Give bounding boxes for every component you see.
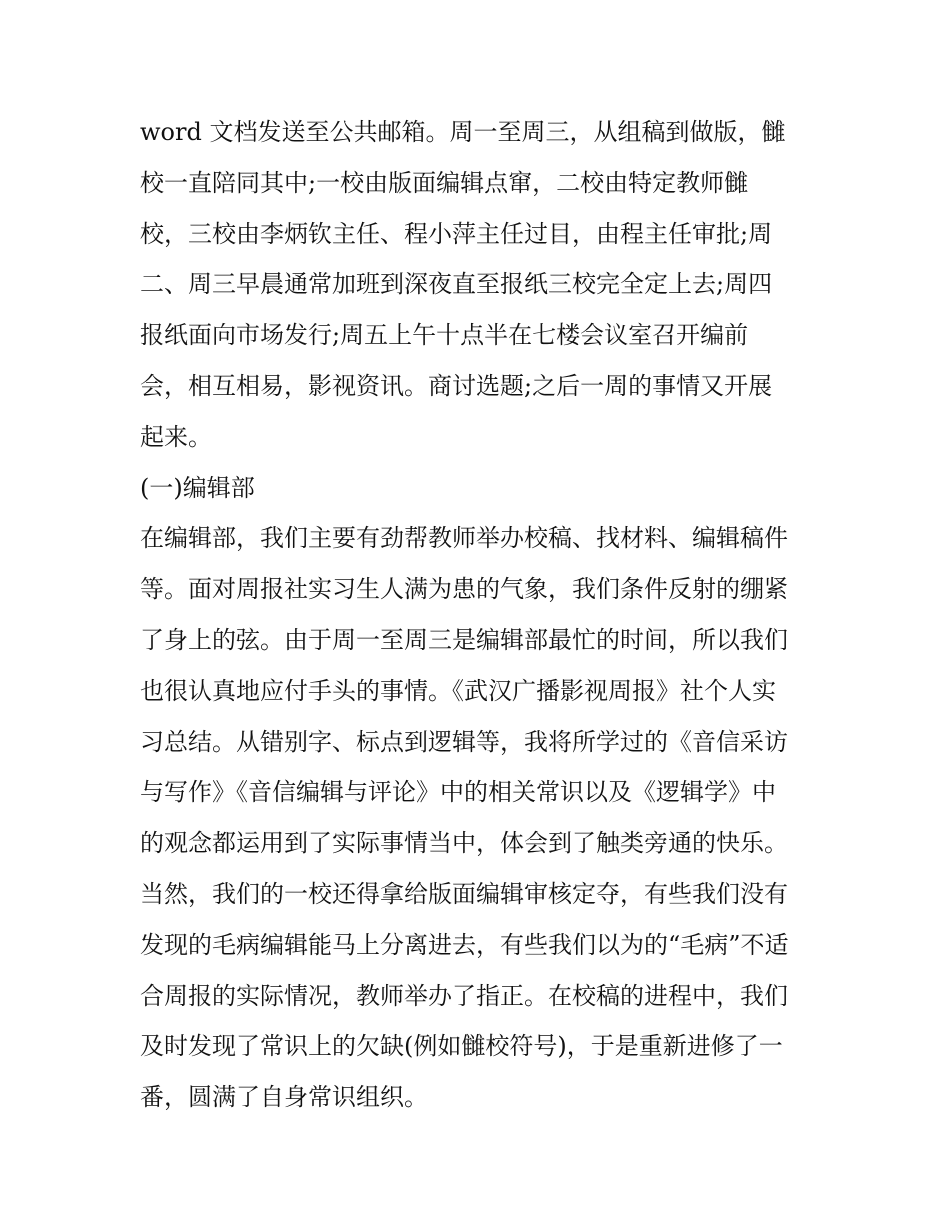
- text-line: 番，圆满了自身常识组织。: [140, 1083, 428, 1112]
- text-line: 当然，我们的一校还得拿给版面编辑审核定夺，有些我们没有: [140, 879, 788, 908]
- text-line: word 文档发送至公共邮箱。周一至周三，从组稿到做版，雠: [140, 118, 786, 146]
- text-line: 也很认真地应付手头的事情。《武汉广播影视周报》社个人实: [140, 676, 776, 705]
- text-line: 等。面对周报社实习生人满为患的气象，我们条件反射的绷紧: [140, 575, 788, 604]
- text-line: 报纸面向市场发行;周五上午十点半在七楼会议室召开编前: [140, 321, 749, 350]
- text-line: 起来。: [140, 422, 212, 451]
- text-line: 在编辑部，我们主要有劲帮教师举办校稿、找材料、编辑稿件: [140, 524, 788, 553]
- text-line: 了身上的弦。由于周一至周三是编辑部最忙的时间，所以我们: [140, 625, 788, 654]
- text-line: 二、周三早晨通常加班到深夜直至报纸三校完全定上去;周四: [140, 270, 773, 299]
- section-heading: (一)编辑部: [140, 473, 255, 502]
- document-body: [140, 107, 820, 1123]
- text-line: 校，三校由李炳钦主任、程小萍主任过目，由程主任审批;周: [140, 219, 773, 248]
- text-line: 校一直陪同其中;一校由版面编辑点窜，二校由特定教师雠: [140, 168, 749, 197]
- text-line: 合周报的实际情况，教师举办了指正。在校稿的进程中，我们: [140, 981, 788, 1010]
- text-line: 与写作》《音信编辑与评论》中的相关常识以及《逻辑学》中: [140, 778, 776, 807]
- text-line: 及时发现了常识上的欠缺(例如雠校符号)，于是重新进修了一: [140, 1032, 783, 1061]
- text-line: 发现的毛病编辑能马上分离进去，有些我们以为的“毛病”不适: [140, 930, 789, 959]
- text-line: 的观念都运用到了实际事情当中，体会到了触类旁通的快乐。: [140, 829, 788, 858]
- text-line: 习总结。从错别字、标点到逻辑等，我将所学过的《音信采访: [140, 727, 788, 756]
- text-line: 会，相互相易，影视资讯。商讨选题;之后一周的事情又开展: [140, 371, 773, 400]
